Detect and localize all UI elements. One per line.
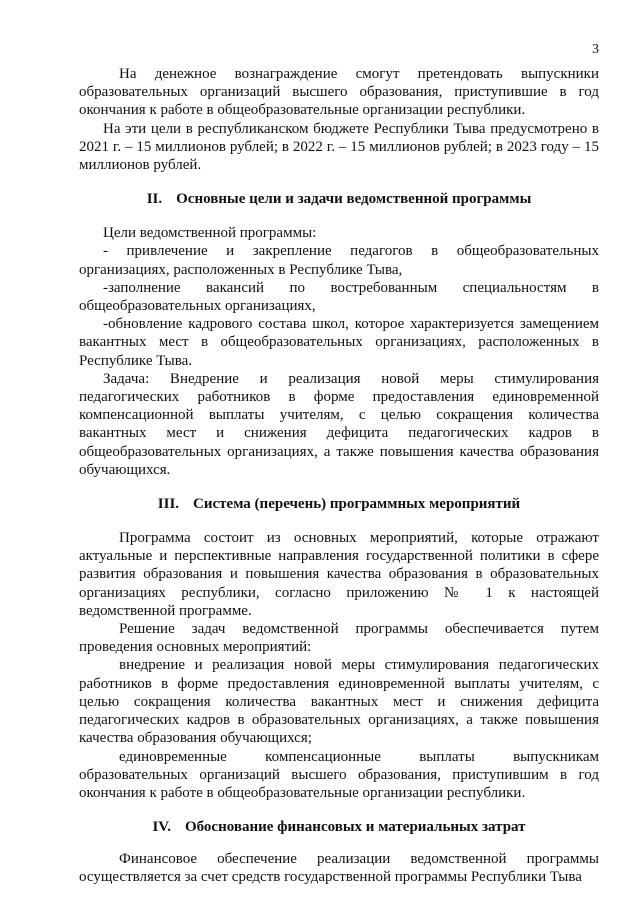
- section-4-heading: [79, 818, 599, 836]
- section-2-heading: [79, 190, 599, 208]
- page-number: 3: [592, 42, 599, 57]
- section-2-paragraph-5: Задача: Внедрение и реализация новой меры стимулирования педагогических работников в форме предоставления единовременной компенсационной выплаты учителям, с целью сокращения количества вакантных мест и снижения дефицита педагогических кадров в общеобразовательных организациях, а также повышения качества образования обучающихся.: [79, 370, 599, 478]
- section-3-number: III.: [157, 496, 180, 513]
- section-3-title: Система (перечень) программных мероприятий: [193, 496, 521, 513]
- section-4-number: IV.: [152, 819, 171, 836]
- section-3-heading: [79, 495, 599, 513]
- section-2-title: Основные цели и задачи ведомственной программы: [176, 191, 532, 208]
- intro-paragraph-1: На денежное вознаграждение смогут претендовать выпускники образовательных организаций высшего образования, приступившие в год окончания к работе в общеобразовательные организации республики.: [79, 66, 599, 119]
- section-3-paragraph-2: Решение задач ведомственной программы обеспечивается путем проведения основных мероприятий:: [79, 621, 599, 656]
- section-2-paragraph-3: -заполнение вакансий по востребованным специальностям в общеобразовательных организациях,: [79, 279, 599, 315]
- section-4-title: Обоснование финансовых и материальных затрат: [184, 819, 526, 836]
- section-3-paragraph-3: внедрение и реализация новой меры стимулирования педагогических работников в форме предоставления единовременной выплаты учителям, с целью сокращения количества вакантных мест и снижения дефицита педагогических кадров в образовательных организациях, а также повышения качества образования обучающихся;: [79, 657, 599, 747]
- section-2-number: II.: [146, 191, 163, 208]
- document-body: [79, 65, 599, 887]
- section-2-paragraph-1: Цели ведомственной программы:: [103, 225, 317, 242]
- section-2-paragraph-2: - привлечение и закрепление педагогов в общеобразовательных организациях, расположенных в Республике Тыва,: [79, 243, 599, 278]
- section-4-paragraph-1: Финансовое обеспечение реализации ведомственной программы осуществляется за счет средств государственной программы Республики Тыва: [79, 851, 599, 886]
- section-3-paragraph-1: Программа состоит из основных мероприятий, которые отражают актуальные и перспективные направления государственной политики в сфере развития образования и повышения качества образования в образовательных организациях республики, согласно приложению № 1 к настоящей ведомственной программе.: [79, 530, 599, 619]
- section-2-paragraph-4: -обновление кадрового состава школ, которое характеризуется замещением вакантных мест в общеобразовательных организациях, расположенных в Республике Тыва.: [79, 316, 599, 369]
- section-3-paragraph-4: единовременные компенсационные выплаты выпускникам образовательных организаций высшего образования, приступившим в год окончания к работе в общеобразовательные организации республики.: [79, 748, 599, 801]
- intro-paragraph-2: На эти цели в республиканском бюджете Республики Тыва предусмотрено в 2021 г. – 15 миллионов рублей; в 2022 г. – 15 миллионов рублей; в 2023 году – 15 миллионов рублей.: [79, 120, 599, 174]
